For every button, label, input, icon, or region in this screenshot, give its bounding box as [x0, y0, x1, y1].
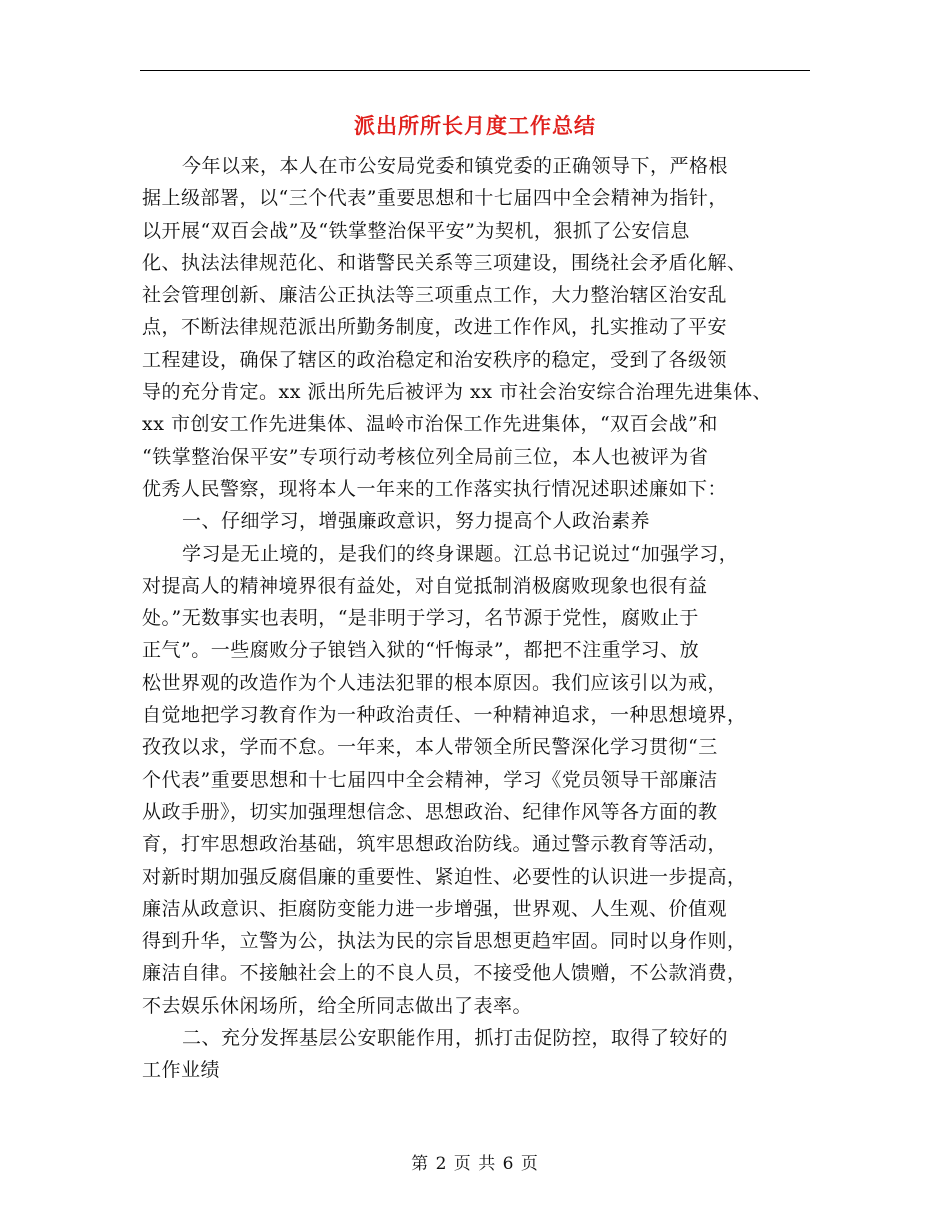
text-line: xx 市创安工作先进集体、温岭市治保工作先进集体，“双百会战”和	[142, 413, 718, 436]
text-line: 今年以来，本人在市公安局党委和镇党委的正确领导下，严格根	[182, 155, 729, 177]
text-line: 廉洁自律。不接触社会上的不良人员，不接受他人馈赠，不公款消费，	[142, 962, 747, 985]
text-line: 正气”。一些腐败分子锒铛入狱的“忏悔录”，都把不注重学习、放	[142, 639, 700, 662]
text-line: 处。”无数事实也表明，“是非明于学习，名节源于党性，腐败止于	[142, 607, 699, 630]
text-line: 育，打牢思想政治基础，筑牢思想政治防线。通过警示教育等活动，	[142, 833, 728, 856]
text-line: 以开展“双百会战”及“铁掌整治保平安”为契机，狠抓了公安信息	[142, 219, 690, 242]
text-line: “铁掌整治保平安”专项行动考核位列全局前三位，本人也被评为省	[142, 445, 709, 468]
document-body	[142, 150, 822, 1087]
text-line: 不去娱乐休闲场所，给全所同志做出了表率。	[142, 994, 533, 1017]
text-line: 优秀人民警察，现将本人一年来的工作落实执行情况述职述廉如下：	[142, 477, 728, 500]
text-line: 对提高人的精神境界很有益处，对自觉抵制消极腐败现象也很有益	[142, 574, 708, 597]
text-line: 廉洁从政意识、拒腐防变能力进一步增强，世界观、人生观、价值观	[142, 897, 728, 920]
text-line: 孜孜以求，学而不怠。一年来，本人带领全所民警深化学习贯彻“三	[142, 736, 718, 759]
text-line: 得到升华，立警为公，执法为民的宗旨思想更趋牢固。同时以身作则，	[142, 930, 747, 953]
text-line: 工程建设，确保了辖区的政治稳定和治安秩序的稳定，受到了各级领	[142, 348, 728, 371]
text-line: 导的充分肯定。xx 派出所先后被评为 xx 市社会治安综合治理先进集体、	[142, 381, 772, 404]
text-line: 点，不断法律规范派出所勤务制度，改进工作作风，扎实推动了平安	[142, 316, 728, 339]
text-line: 自觉地把学习教育作为一种政治责任、一种精神追求，一种思想境界，	[142, 704, 747, 727]
text-line: 个代表”重要思想和十七届四中全会精神，学习《党员领导干部廉洁	[142, 768, 718, 791]
text-line: 据上级部署，以“三个代表”重要思想和十七届四中全会精神为指针，	[142, 187, 728, 210]
text-line: 化、执法法律规范化、和谐警民关系等三项建设，围绕社会矛盾化解、	[142, 251, 747, 274]
text-line: 学习是无止境的，是我们的终身课题。江总书记说过“加强学习，	[182, 542, 739, 565]
header-rule	[140, 70, 810, 71]
section-heading: 二、充分发挥基层公安职能作用，抓打击促防控，取得了较好的	[182, 1027, 729, 1050]
text-line: 松世界观的改造作为个人违法犯罪的根本原因。我们应该引以为戒，	[142, 671, 728, 694]
section-heading-continued: 工作业绩	[142, 1059, 221, 1082]
text-line: 社会管理创新、廉洁公正执法等三项重点工作，大力整治辖区治安乱	[142, 284, 728, 307]
text-line: 对新时期加强反腐倡廉的重要性、紧迫性、必要性的认识进一步提高，	[142, 865, 747, 888]
document-title: 派出所所长月度工作总结	[354, 113, 596, 138]
section-heading: 一、仔细学习，增强廉政意识，努力提高个人政治素养	[182, 510, 651, 533]
text-line: 从政手册》，切实加强理想信念、思想政治、纪律作风等各方面的教	[142, 800, 718, 823]
page-footer: 第 2 页 共 6 页	[411, 1154, 539, 1174]
